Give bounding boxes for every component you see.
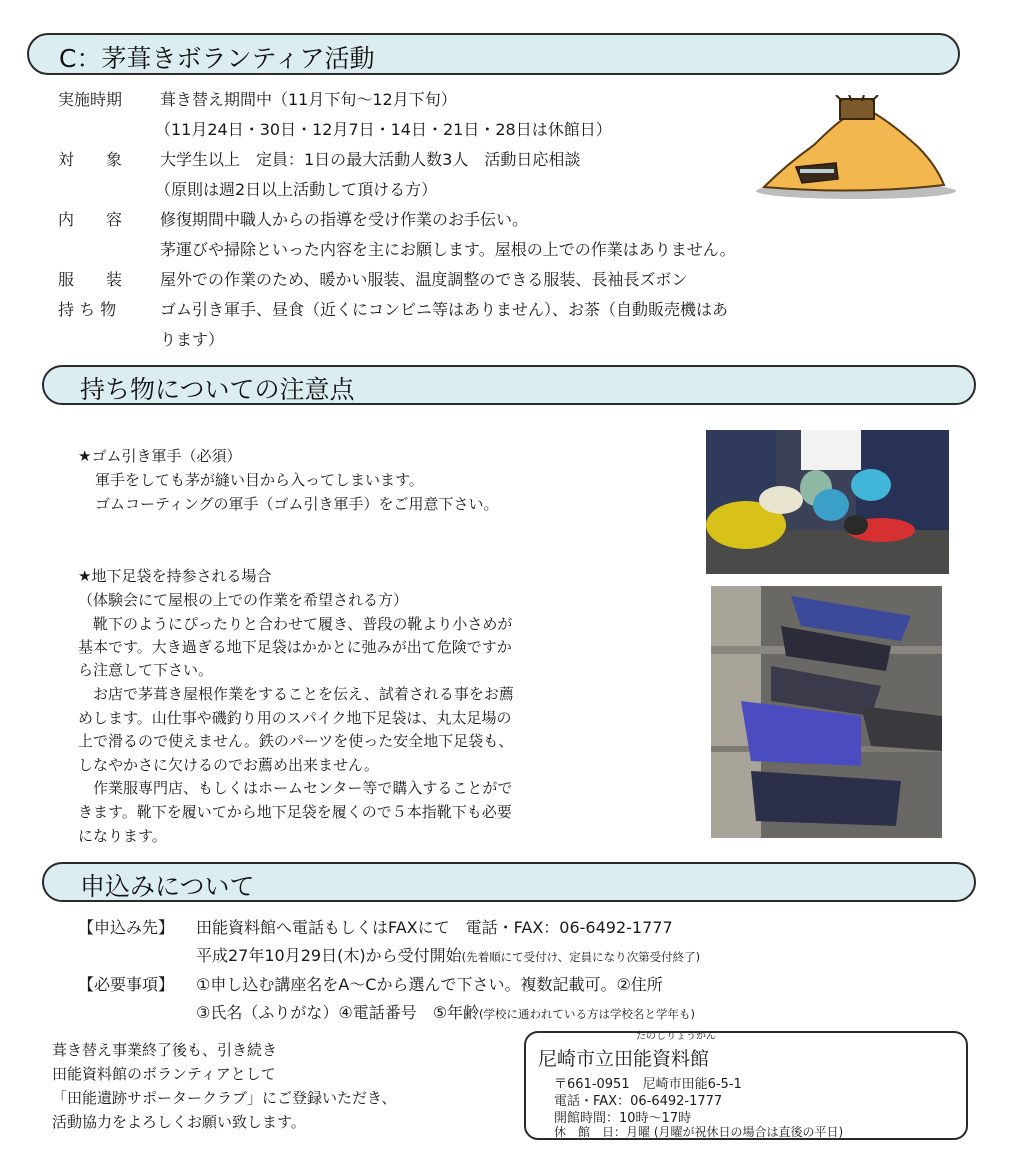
row-clothes-line1: 屋外での作業のため、暖かい服装、温度調整のできる服装、長袖長ズボン: [160, 270, 688, 289]
apply-req-items: ③氏名（ふりがな）④電話番号 ⑤年齢: [196, 1003, 480, 1022]
apply-title: 申込みについて: [80, 872, 255, 901]
address-box: [524, 1031, 968, 1140]
gloves-line1: 軍手をしても茅が縫い目から入ってしまいます。: [95, 471, 424, 489]
tabi-line-2: 基本です。大き過ぎる地下足袋はかかとに弛みが出て危険ですか: [78, 638, 512, 656]
tabi-line-6: 上で滑るので使えません。鉄のパーツを使った安全地下足袋も、: [78, 732, 514, 750]
apply-dest-text: 田能資料館へ電話もしくはFAXにて 電話・FAX：06-6492-1777: [196, 918, 673, 937]
row-items-line1: ゴム引き軍手、昼食（近くにコンビニ等はありません）、お茶（自動販売機はあ: [160, 300, 729, 319]
row-target-line2: （原則は週2日以上活動して頂ける方）: [155, 180, 438, 199]
apply-dest-label: 【申込み先】: [78, 918, 175, 937]
tabi-line-9: きます。靴下を履いてから地下足袋を履くので５本指靴下も必要: [78, 803, 512, 821]
row-content-line1: 修復期間中職人からの指導を受け作業のお手伝い。: [160, 210, 529, 229]
tabi-photo: [711, 586, 942, 838]
row-content-line2: 茅運びや掃除といった内容を主にお願します。屋根の上での作業はありません。: [160, 240, 736, 259]
section-c-title: C：茅葺きボランティア活動: [59, 44, 375, 73]
apply-req-note: (学校に通われている方は学校名と学年も): [479, 1007, 696, 1021]
row-items-line2: ります）: [160, 330, 225, 349]
gloves-photo: [706, 430, 949, 574]
address-ruby: たのしりょうかん: [636, 1031, 716, 1042]
row-content-label: 内 容: [58, 210, 123, 229]
tabi-line-8: 作業服専門店、もしくはホームセンター等で購入することがで: [78, 779, 513, 797]
tabi-line-3: ら注意して下さい。: [78, 661, 214, 679]
row-target-label: 対 象: [58, 150, 123, 169]
tabi-heading: ★地下足袋を持参される場合: [78, 567, 272, 585]
apply-req-line2: [196, 1003, 695, 1024]
row-target-line1: 大学生以上 定員：1日の最大活動人数3人 活動日応相談: [160, 150, 581, 169]
footer-line-4: 活動協力をよろしくお願い致します。: [52, 1113, 306, 1131]
thatched-house-illustration: [756, 95, 966, 205]
apply-req-line1: ①申し込む講座名をA～Cから選んで下さい。複数記載可。②住所: [196, 975, 663, 994]
footer-line-1: 葺き替え事業終了後も、引き続き: [52, 1041, 278, 1059]
gloves-line2: ゴムコーティングの軍手（ゴム引き軍手）をご用意下さい。: [95, 495, 499, 513]
address-postal: 〒661-0951 尼崎市田能6-5-1: [554, 1077, 742, 1092]
tabi-line-4: お店で茅葺き屋根作業をすることを伝え、試着される事をお薦: [78, 685, 514, 703]
address-phone: 電話・FAX：06-6492-1777: [554, 1094, 723, 1109]
tabi-line-10: になります。: [78, 827, 167, 845]
row-period-line2: （11月24日・30日・12月7日・14日・21日・28日は休館日）: [155, 120, 612, 139]
notes-title: 持ち物についての注意点: [80, 375, 355, 404]
tabi-line-1: 靴下のようにぴったりと合わせて履き、普段の靴より小さめが: [78, 615, 513, 633]
footer-line-2: 田能資料館のボランティアとして: [52, 1065, 276, 1083]
row-period-line1: 葺き替え期間中（11月下旬～12月下旬）: [160, 90, 457, 109]
apply-banner: [42, 862, 976, 902]
row-items-label: 持 ち 物: [58, 300, 117, 319]
address-hours: 開館時間：10時～17時: [554, 1111, 692, 1126]
apply-req-label: 【必要事項】: [78, 975, 175, 994]
gloves-heading: ★ゴム引き軍手（必須）: [78, 447, 242, 465]
section-c-banner: [27, 33, 960, 75]
row-period-label: 実施時期: [58, 90, 123, 109]
apply-start-date: 平成27年10月29日(木)から受付開始: [196, 946, 462, 965]
footer-line-3: 「田能遺跡サポータークラブ」にご登録いただき、: [52, 1089, 397, 1107]
tabi-subheading: （体験会にて屋根の上での作業を希望される方）: [78, 591, 409, 609]
notes-banner: [42, 365, 976, 405]
address-closed: 休 館 日：月曜 (月曜が祝休日の場合は直後の平日): [554, 1125, 844, 1139]
apply-start-text: [196, 946, 700, 967]
row-clothes-label: 服 装: [58, 270, 123, 289]
address-name: 尼崎市立田能資料館: [538, 1048, 710, 1070]
tabi-line-7: しなやかさに欠けるのでお薦め出来ません。: [78, 756, 379, 774]
tabi-line-5: めします。山仕事や磯釣り用のスパイク地下足袋は、丸太足場の: [78, 709, 512, 727]
apply-start-note: (先着順にて受付け、定員になり次第受付終了): [461, 950, 701, 964]
